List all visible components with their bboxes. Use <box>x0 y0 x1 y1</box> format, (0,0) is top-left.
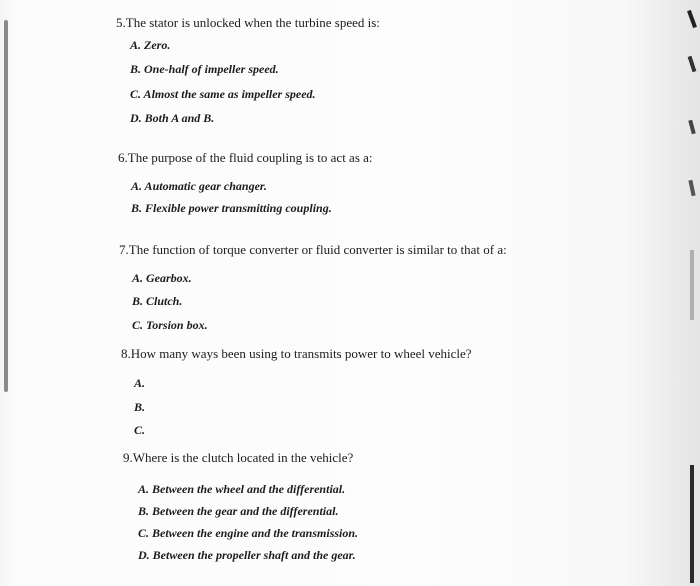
question-9-option-a: A. Between the wheel and the differential. <box>138 482 346 496</box>
question-8-option-a: A. <box>134 376 146 390</box>
question-9-option-d: D. Between the propeller shaft and the gear. <box>138 548 356 562</box>
question-9-option-c: C. Between the engine and the transmission. <box>138 526 359 540</box>
page-binding-edge <box>626 0 700 586</box>
question-7-stem: 7.The function of torque converter or fluid converter is similar to that of a: <box>119 242 507 257</box>
question-8-option-c: C. <box>134 423 146 437</box>
question-5-option-b: B. One-half of impeller speed. <box>130 62 279 76</box>
scroll-indicator <box>4 20 8 392</box>
binding-mark <box>690 465 694 583</box>
question-9-stem: 9.Where is the clutch located in the vehicle? <box>123 450 354 465</box>
question-5-option-d: D. Both A and B. <box>130 111 215 125</box>
question-9-option-b: B. Between the gear and the differential. <box>138 504 339 518</box>
question-6-option-b: B. Flexible power transmitting coupling. <box>131 201 332 215</box>
question-5-stem: 5.The stator is unlocked when the turbine speed is: <box>116 15 380 30</box>
question-5-option-a: A. Zero. <box>130 38 171 52</box>
question-7-option-a: A. Gearbox. <box>132 271 192 285</box>
question-7-option-b: B. Clutch. <box>132 294 183 308</box>
question-7-option-c: C. Torsion box. <box>132 318 208 332</box>
question-8-stem: 8.How many ways been using to transmits power to wheel vehicle? <box>121 346 472 361</box>
question-8-option-b: B. <box>134 400 146 414</box>
question-6-option-a: A. Automatic gear changer. <box>131 179 267 193</box>
binding-mark <box>690 250 694 320</box>
question-5-option-c: C. Almost the same as impeller speed. <box>130 87 316 101</box>
question-6-stem: 6.The purpose of the fluid coupling is to act as a: <box>118 150 373 165</box>
